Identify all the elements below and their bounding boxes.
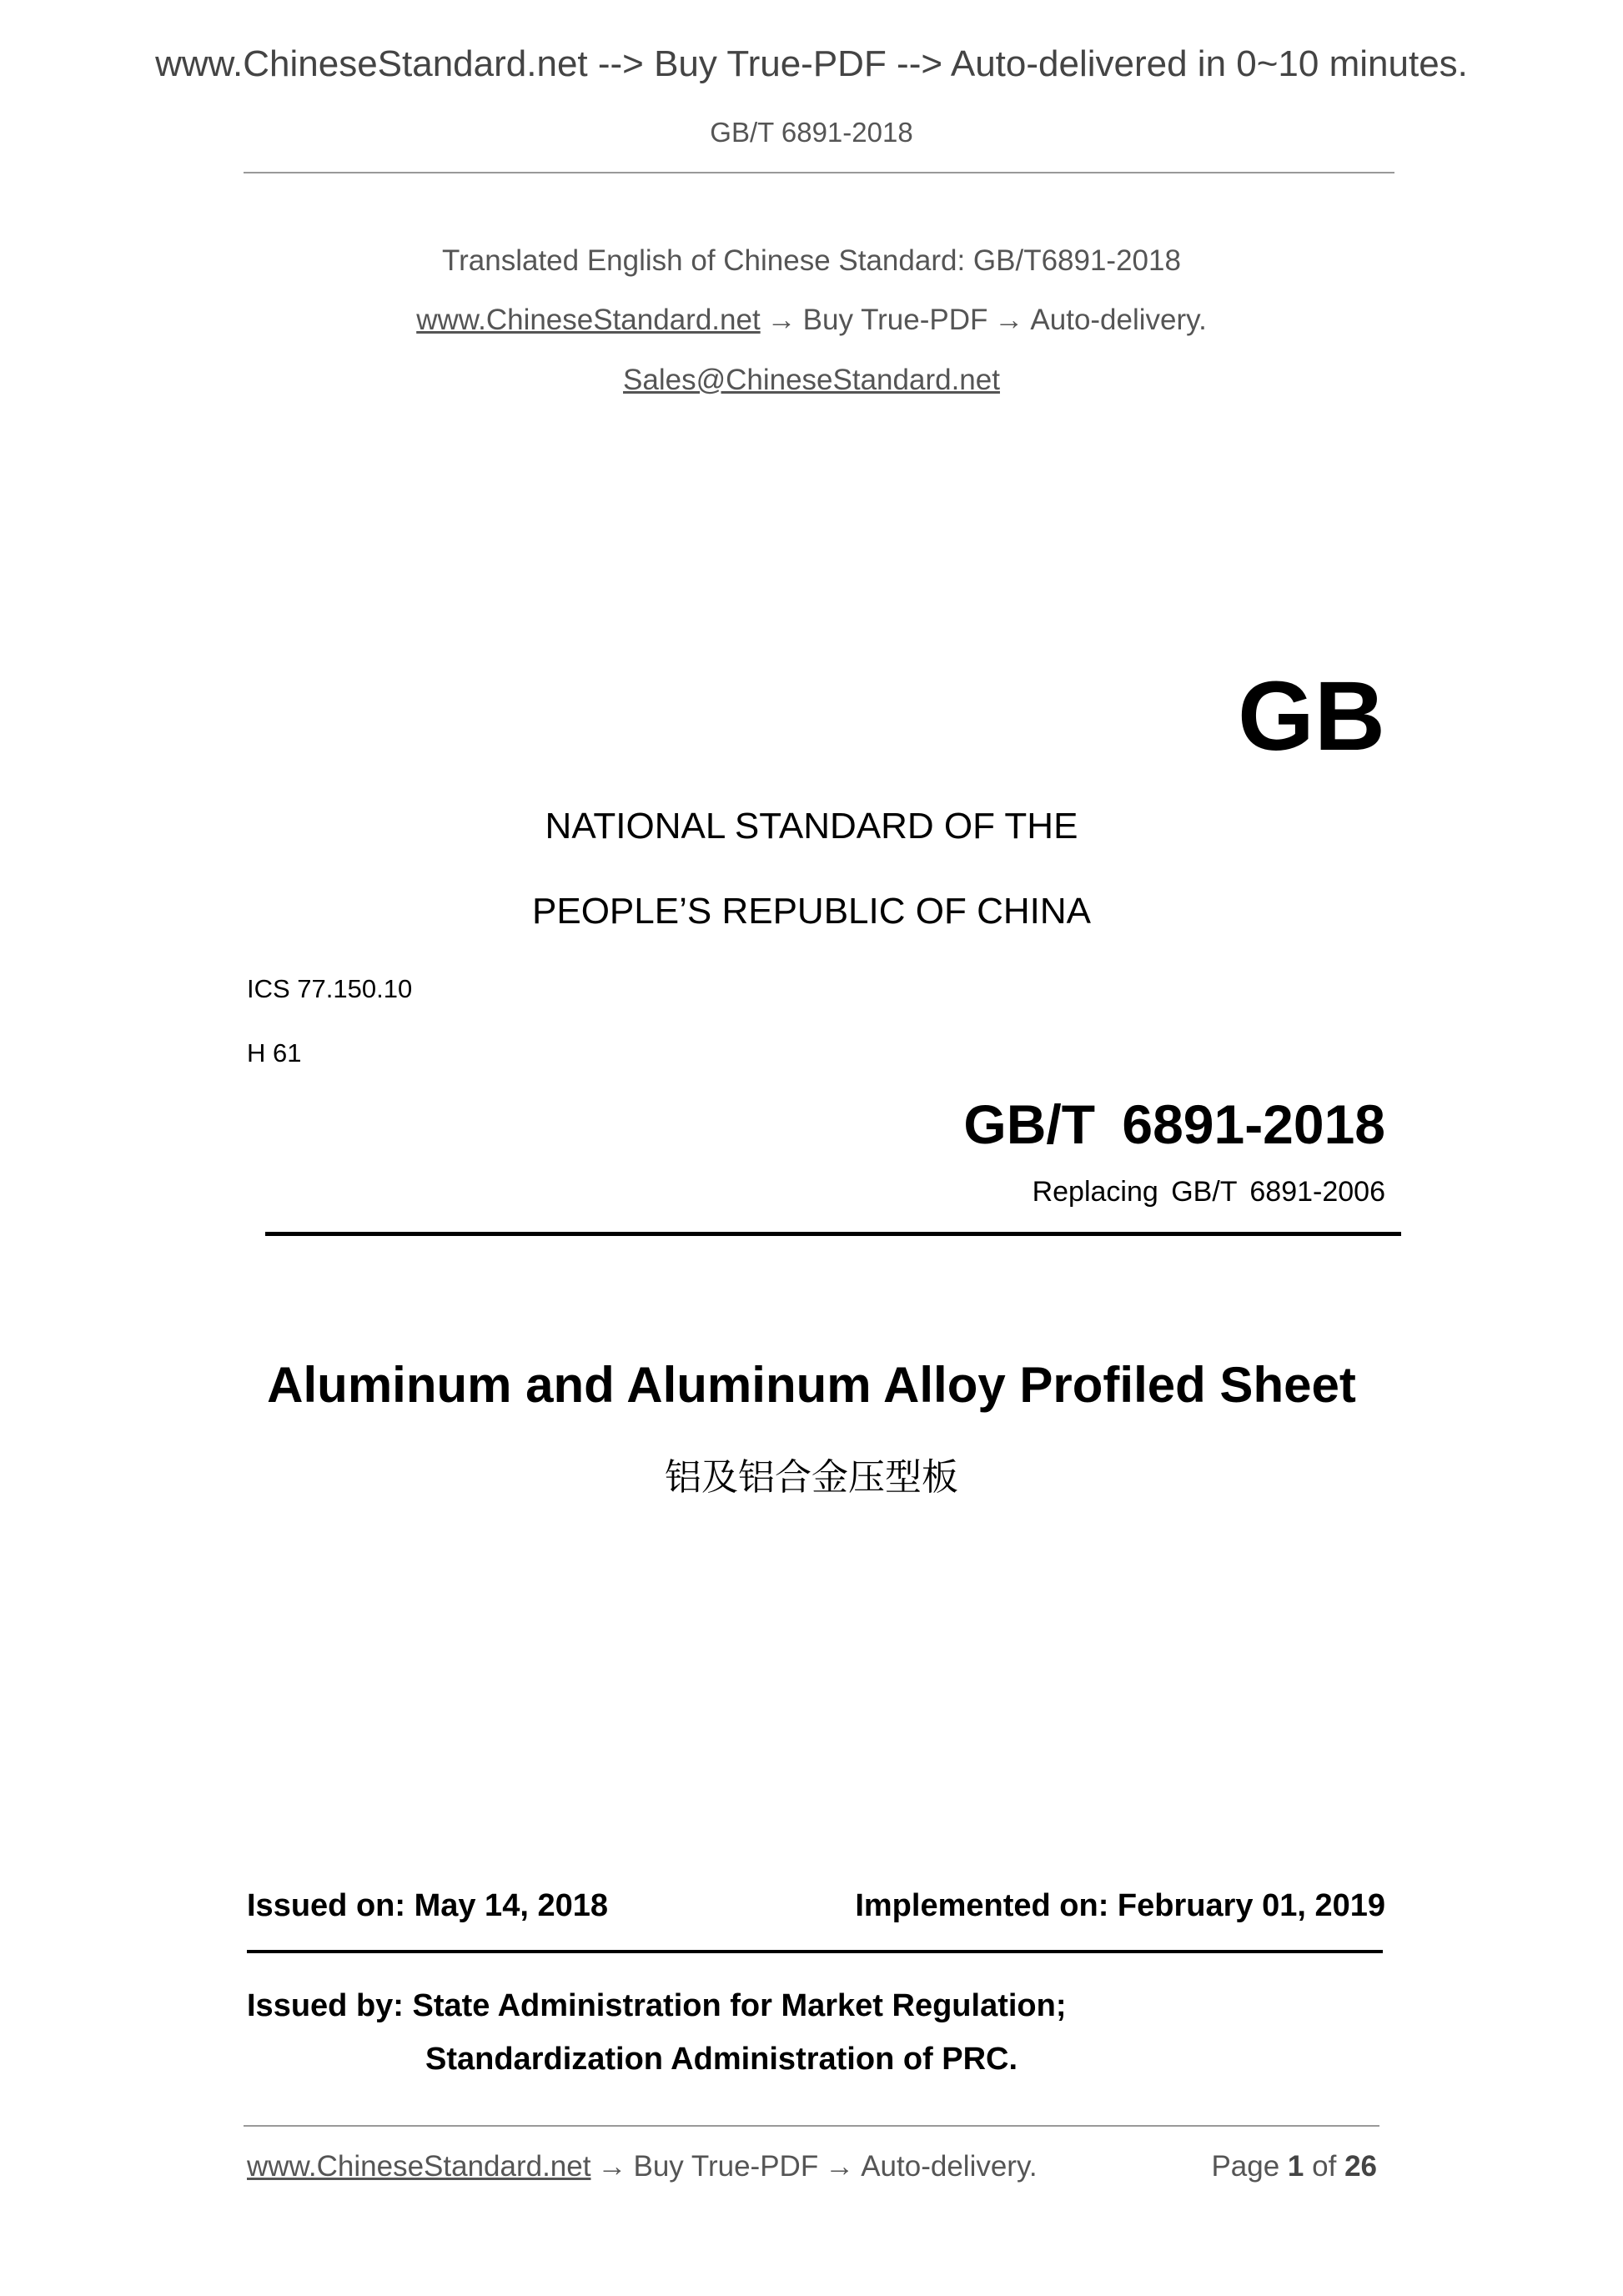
purchase-line <box>0 304 1623 337</box>
footer-site-link[interactable]: www.ChineseStandard.net <box>247 2150 591 2183</box>
issued-on-date: Issued on: May 14, 2018 <box>247 1888 608 1923</box>
translation-notice: Translated English of Chinese Standard: GB/T6891-2018 <box>442 244 1181 277</box>
top-banner: www.ChineseStandard.net --> Buy True-PDF --> Auto-delivered in 0~10 minutes. <box>155 43 1468 84</box>
ics-code: ICS 77.150.10 <box>247 974 413 1003</box>
footer-divider <box>244 2125 1379 2127</box>
national-standard-line-1: NATIONAL STANDARD OF THE <box>545 806 1078 847</box>
title-divider <box>265 1232 1401 1236</box>
issued-by-line-1: Issued by: State Administration for Market Regulation; <box>247 1988 1067 2023</box>
document-title: Aluminum and Aluminum Alloy Profiled Sheet <box>267 1357 1356 1413</box>
footer-buy-text: Buy True-PDF <box>633 2150 819 2183</box>
buy-true-pdf-text: Buy True-PDF <box>802 304 988 336</box>
footer-delivery-text: Auto-delivery. <box>861 2150 1038 2183</box>
arrow-right-icon: → <box>825 2150 855 2183</box>
footer-purchase-line <box>247 2150 1038 2183</box>
sales-email-line <box>0 364 1623 397</box>
national-standard-line-2: PEOPLE’S REPUBLIC OF CHINA <box>532 891 1091 932</box>
auto-delivery-text: Auto-delivery. <box>1030 304 1207 336</box>
sales-email-link[interactable]: Sales@ChineseStandard.net <box>623 364 1000 396</box>
implemented-on-date: Implemented on: February 01, 2019 <box>855 1888 1385 1923</box>
of-label: of <box>1312 2150 1337 2183</box>
gb-mark: GB <box>1238 661 1385 771</box>
standard-number: GB/T 6891-2018 <box>963 1093 1385 1155</box>
page-number: 1 <box>1287 2150 1304 2183</box>
page-total: 26 <box>1344 2150 1377 2183</box>
arrow-right-icon: → <box>994 304 1024 336</box>
issue-divider <box>247 1950 1383 1953</box>
document-title-chinese: 铝及铝合金压型板 <box>665 1457 958 1498</box>
arrow-right-icon: → <box>597 2150 627 2183</box>
header-standard-code: GB/T 6891-2018 <box>710 117 913 148</box>
header-divider <box>244 172 1394 173</box>
page-label: Page <box>1211 2150 1280 2183</box>
page-indicator <box>1211 2150 1377 2183</box>
classification-code: H 61 <box>247 1038 302 1068</box>
replacing-standard: Replacing GB/T 6891-2006 <box>1032 1176 1385 1208</box>
issued-by-line-2: Standardization Administration of PRC. <box>425 2042 1018 2077</box>
site-link[interactable]: www.ChineseStandard.net <box>416 304 761 336</box>
arrow-right-icon: → <box>766 304 796 336</box>
